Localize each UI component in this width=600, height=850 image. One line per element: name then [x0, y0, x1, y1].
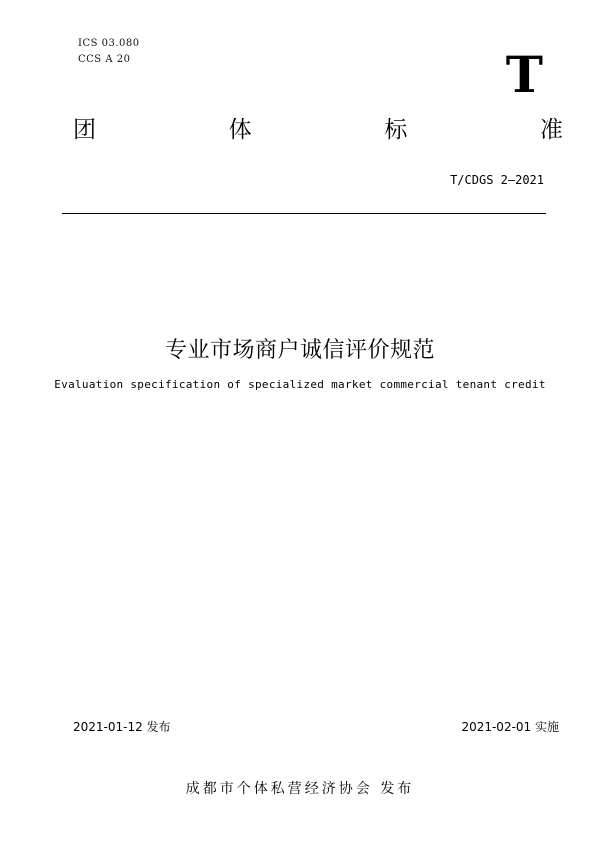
publisher-line: 成都市个体私营经济协会 发布	[185, 781, 415, 797]
standard-kind-char: 准	[539, 117, 563, 143]
header-divider	[62, 213, 546, 214]
standard-kind-heading	[73, 116, 563, 144]
ics-code: ICS 03.080	[78, 38, 140, 49]
standard-number: T/CDGS 2—2021	[450, 173, 544, 187]
standard-kind-char: 标	[384, 117, 408, 143]
document-title-chinese: 专业市场商户诚信评价规范	[164, 338, 435, 363]
implementation-date: 2021-02-01 实施	[461, 720, 559, 734]
standard-kind-char: 体	[228, 117, 252, 143]
ccs-code: CCS A 20	[78, 54, 131, 65]
standard-mark-letter: T	[505, 45, 543, 104]
publish-date: 2021-01-12 发布	[73, 720, 171, 734]
standard-kind-char: 团	[73, 117, 96, 143]
document-title-english: Evaluation specification of specialized market commercial tenant credit	[54, 378, 546, 391]
